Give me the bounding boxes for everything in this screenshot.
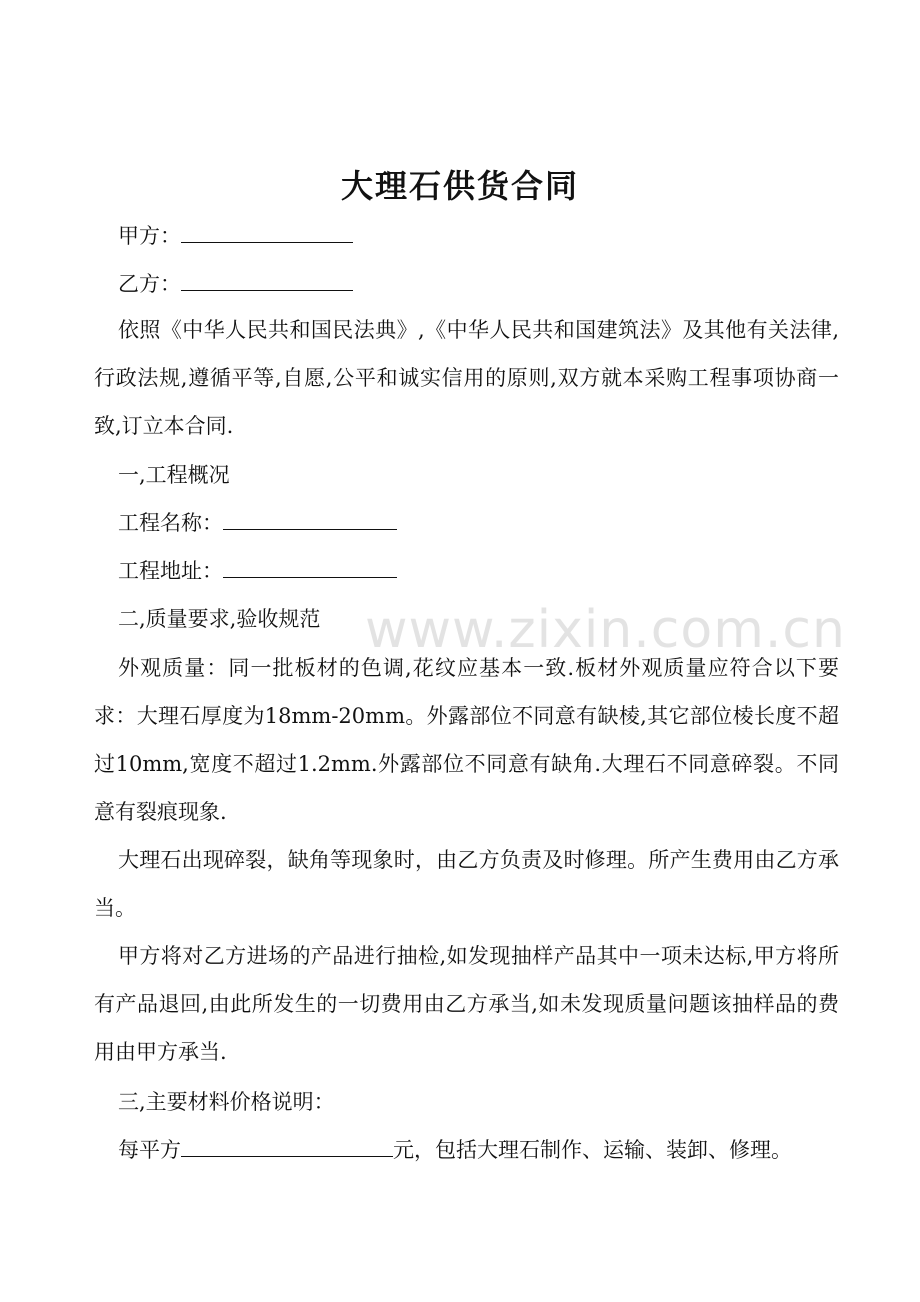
intro-paragraph: 依照《中华人民共和国民法典》,《中华人民共和国建筑法》及其他有关法律,行政法规,遵循平等,自愿,公平和诚实信用的原则,双方就本采购工程事项协商一致,订立本合同. bbox=[94, 318, 839, 438]
project-address-line bbox=[118, 548, 839, 595]
section-2-heading: 二,质量要求,验收规范 bbox=[118, 607, 321, 631]
party-a-line bbox=[118, 213, 839, 260]
party-b-line bbox=[118, 261, 839, 308]
repair-paragraph: 大理石出现碎裂，缺角等现象时，由乙方负责及时修理。所产生费用由乙方承当。 bbox=[94, 848, 839, 920]
quality-paragraph: 外观质量：同一批板材的色调,花纹应基本一致.板材外观质量应符合以下要求：大理石厚度为18mm-20mm。外露部位不同意有缺棱,其它部位棱长度不超过10mm,宽度不超过1.2mm.外露部位不同意有缺角.大理石不同意碎裂。不同意有裂痕现象. bbox=[94, 656, 839, 824]
party-b-blank[interactable] bbox=[181, 268, 353, 291]
price-blank[interactable] bbox=[181, 1134, 393, 1157]
project-address-blank[interactable] bbox=[223, 555, 397, 578]
price-prefix: 每平方 bbox=[118, 1138, 181, 1162]
project-name-label: 工程名称： bbox=[118, 511, 223, 535]
section-3-heading: 三,主要材料价格说明： bbox=[118, 1090, 335, 1114]
project-name-blank[interactable] bbox=[223, 507, 397, 530]
party-b-label: 乙方： bbox=[118, 272, 181, 296]
project-address-label: 工程地址： bbox=[118, 559, 223, 583]
party-a-label: 甲方： bbox=[118, 224, 181, 248]
inspection-paragraph: 甲方将对乙方进场的产品进行抽检,如发现抽样产品其中一项未达标,甲方将所有产品退回,由此所发生的一切费用由乙方承当,如未发现质量问题该抽样品的费用由甲方承当. bbox=[94, 944, 839, 1064]
watermark: www.zixin.com.cn bbox=[365, 600, 846, 660]
price-line bbox=[118, 1127, 839, 1174]
section-1-heading: 一,工程概况 bbox=[118, 463, 230, 487]
document-title: 大理石供货合同 bbox=[340, 167, 579, 205]
party-a-blank[interactable] bbox=[181, 220, 353, 243]
price-suffix: 元，包括大理石制作、运输、装卸、修理。 bbox=[393, 1138, 792, 1162]
project-name-line bbox=[118, 500, 839, 547]
